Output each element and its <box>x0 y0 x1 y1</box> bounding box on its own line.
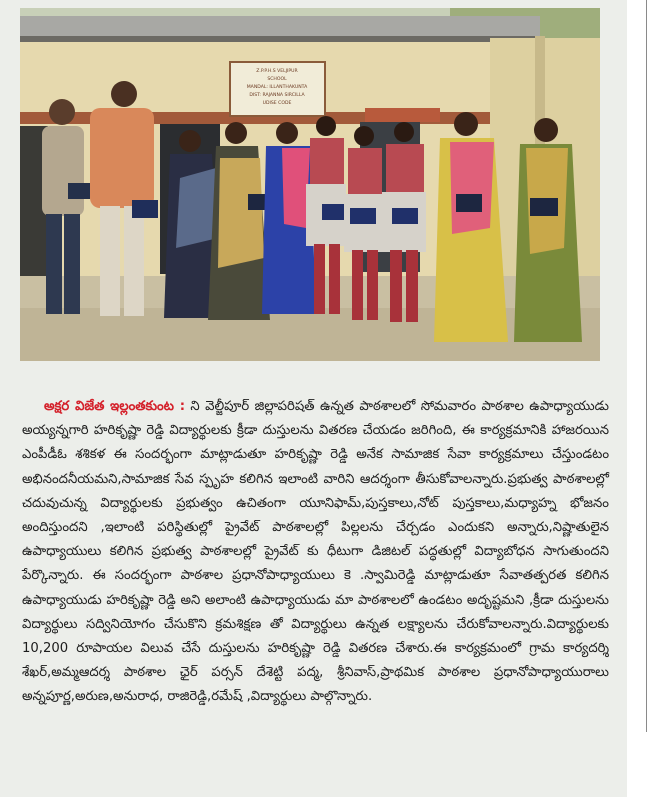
column-divider <box>646 0 647 732</box>
dateline: అక్షర విజేత ఇల్లంతకుంట : <box>44 399 185 414</box>
sign-line-4: DIST: RAJANNA SIRCILLA <box>249 93 305 98</box>
news-photo <box>20 8 600 361</box>
sign-line-2: SCHOOL <box>267 77 287 82</box>
sign-line-1: Z.P.P.H.S VELJIPUR <box>256 69 298 74</box>
article-text <box>22 395 609 780</box>
article-body: ని వెల్జీపూర్ జిల్లాపరిషత్ ఉన్నత పాఠశాలలో సోమవారం పాఠశాల ఉపాధ్యాయుడు అయ్యన్నగారి హరికృష్ణా రెడ్డి విద్యార్థులకు క్రీడా దుస్తులను వితరణ చేయడం జరిగింది, ఈ కార్యక్రమానికి హాజరయిన ఎంపీడీఓ శశికళ ఈ సందర్భంగా మాట్లాడుతూ హరికృష్ణా రెడ్డి అనేక సామాజిక సేవా కార్యక్రమాలు చేస్తుండటం అభినందనీయమని,సామాజిక సేవ స్పృహ కలిగిన ఇలాంటి వారిని ఆదర్శంగా తీసుకోవాలన్నారు.ప్రభుత్వ పాఠశాలల్లో చదువుచున్న విద్యార్థులకు ప్రభుత్వం ఉచితంగా యూనిఫామ్,పుస్తకాలు,నోట్ పుస్తకాలు,మధ్యాహ్న భోజనం అందిస్తుందని ,ఇలాంటి పరిస్థితుల్లో ప్రైవేట్ పాఠశాలల్లో పిల్లలను చేర్చడం ఎందుకని అన్నారు,నిష్ణాతులైన ఉపాధ్యాయులు కలిగిన ప్రభుత్వ పాఠశాలల్లో ప్రైవేట్ కు ధీటుగా డిజిటల్ పద్ధతుల్లో విద్యాబోధన సాగుతుందని పేర్కొన్నారు. ఈ సందర్భంగా పాఠశాల ప్రధానోపాధ్యాయులు కె .స్వామిరెడ్డి మాట్లాడుతూ సేవాతత్పరత కలిగిన ఉపాధ్యాయుడు హరికృష్ణా రెడ్డి అని అలాంటి ఉపాధ్యాయుడు మా పాఠశాలలో ఉండటం అదృష్టమని ,క్రీడా దుస్తులను విద్యార్థులు సద్వినియోగం చేసుకొని క్రమశిక్షణ తో విద్యార్థులు ఉన్నత లక్ష్యాలను చేరుకోవాలన్నారు.విద్యార్థులకు 10,200 రూపాయల విలువ చేసే దుస్తులను హరికృష్ణా రెడ్డి వితరణ చేశారు.ఈ కార్యక్రమంలో గ్రామ కార్యదర్శి శేఖర్,అమ్మఆదర్శ పాఠశాల ఛైర్ పర్సన్ దేశెట్టి పద్మ, శ్రీనివాస్,ప్రాథమిక పాఠశాల ప్రధానోపాధ్యాయురాలు అన్నపూర్ణ,అరుణ,అనురాధ, రాజిరెడ్డి,రమేష్ ,విద్యార్థులు పాల్గొన్నారు. <box>22 399 609 705</box>
sign-line-5: UDISE CODE <box>262 101 292 106</box>
person-silhouette <box>514 118 582 342</box>
sign-line-3: MANDAL: ILLANTHAKUNTA <box>246 85 308 90</box>
